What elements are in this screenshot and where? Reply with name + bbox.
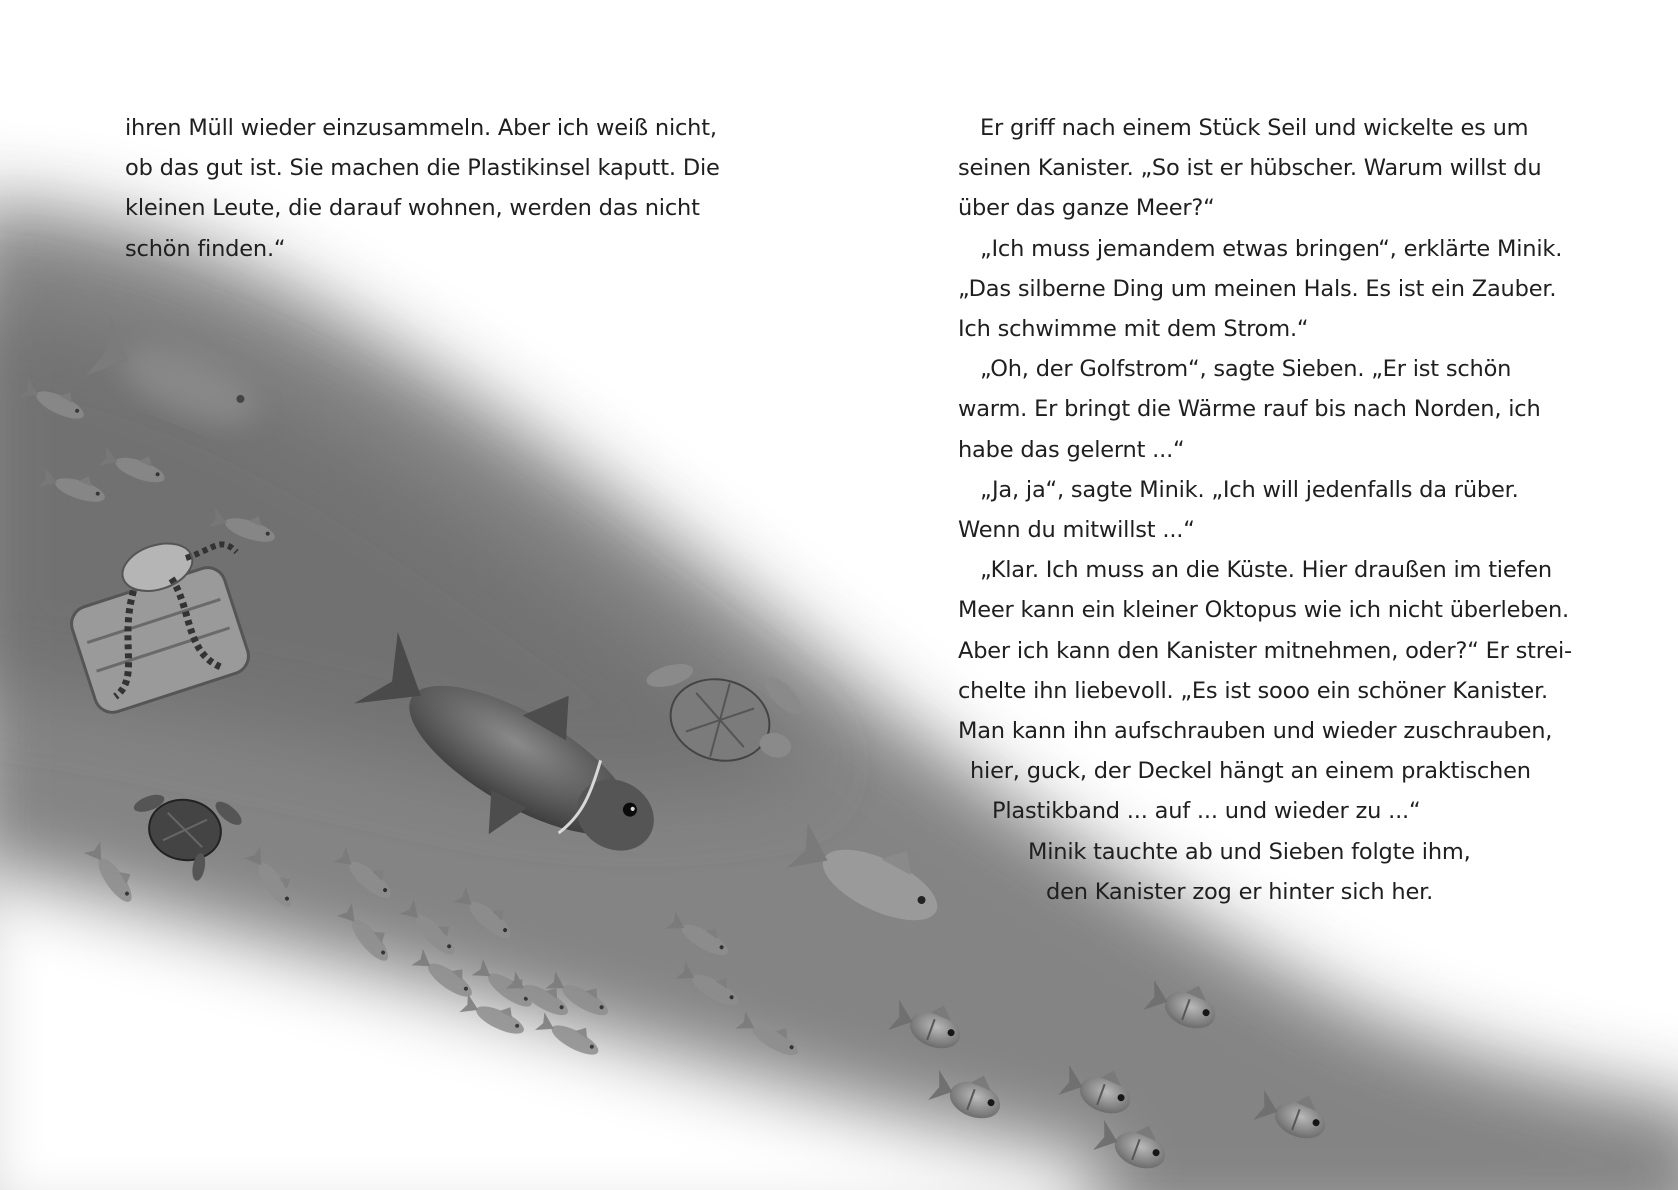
right-text-line: „Klar. Ich muss an die Küste. Hier draußen im tiefen [980, 557, 1552, 584]
right-text-line: „Das silberne Ding um meinen Hals. Es ist ein Zauber. [958, 275, 1557, 302]
right-text-line: Minik tauchte ab und Sieben folgte ihm, [1028, 838, 1471, 865]
right-text-line: den Kanister zog er hinter sich her. [1046, 878, 1434, 905]
right-text-line: Ich schwimme mit dem Strom.“ [958, 316, 1309, 343]
right-text-line: „Ich muss jemandem etwas bringen“, erklärte Minik. [980, 235, 1563, 262]
right-text-line: Man kann ihn aufschrauben und wieder zuschrauben, [958, 718, 1553, 745]
right-text-line: Aber ich kann den Kanister mitnehmen, oder?“ Er strei- [958, 637, 1572, 664]
right-text-line: „Oh, der Golfstrom“, sagte Sieben. „Er ist schön [980, 356, 1512, 383]
left-text-line: kleinen Leute, die darauf wohnen, werden das nicht [125, 195, 700, 222]
left-text-line: ihren Müll wieder einzusammeln. Aber ich weiß nicht, [125, 115, 717, 141]
right-text-line: seinen Kanister. „So ist er hübscher. Warum willst du [958, 155, 1542, 182]
right-text-line: Er griff nach einem Stück Seil und wickelte es um [980, 115, 1529, 141]
right-text-line: habe das gelernt ...“ [958, 436, 1185, 463]
right-text-line: Wenn du mitwillst ...“ [958, 517, 1195, 544]
right-text-line: warm. Er bringt die Wärme rauf bis nach Norden, ich [958, 396, 1541, 423]
left-text-line: ob das gut ist. Sie machen die Plastikinsel kaputt. Die [125, 155, 720, 182]
right-text-line: über das ganze Meer?“ [958, 195, 1215, 222]
right-text-line: Plastikband ... auf ... und wieder zu ...“ [992, 798, 1421, 825]
right-text-line: chelte ihn liebevoll. „Es ist sooo ein schöner Kanister. [958, 677, 1549, 704]
right-page-text [958, 108, 1572, 912]
right-text-line: „Ja, ja“, sagte Minik. „Ich will jedenfalls da rüber. [980, 476, 1519, 503]
left-text-line: schön finden.“ [125, 235, 286, 262]
left-page-text [125, 108, 720, 269]
right-text-line: Meer kann ein kleiner Oktopus wie ich nicht überleben. [958, 597, 1569, 624]
right-text-line: hier, guck, der Deckel hängt an einem praktischen [970, 758, 1531, 785]
